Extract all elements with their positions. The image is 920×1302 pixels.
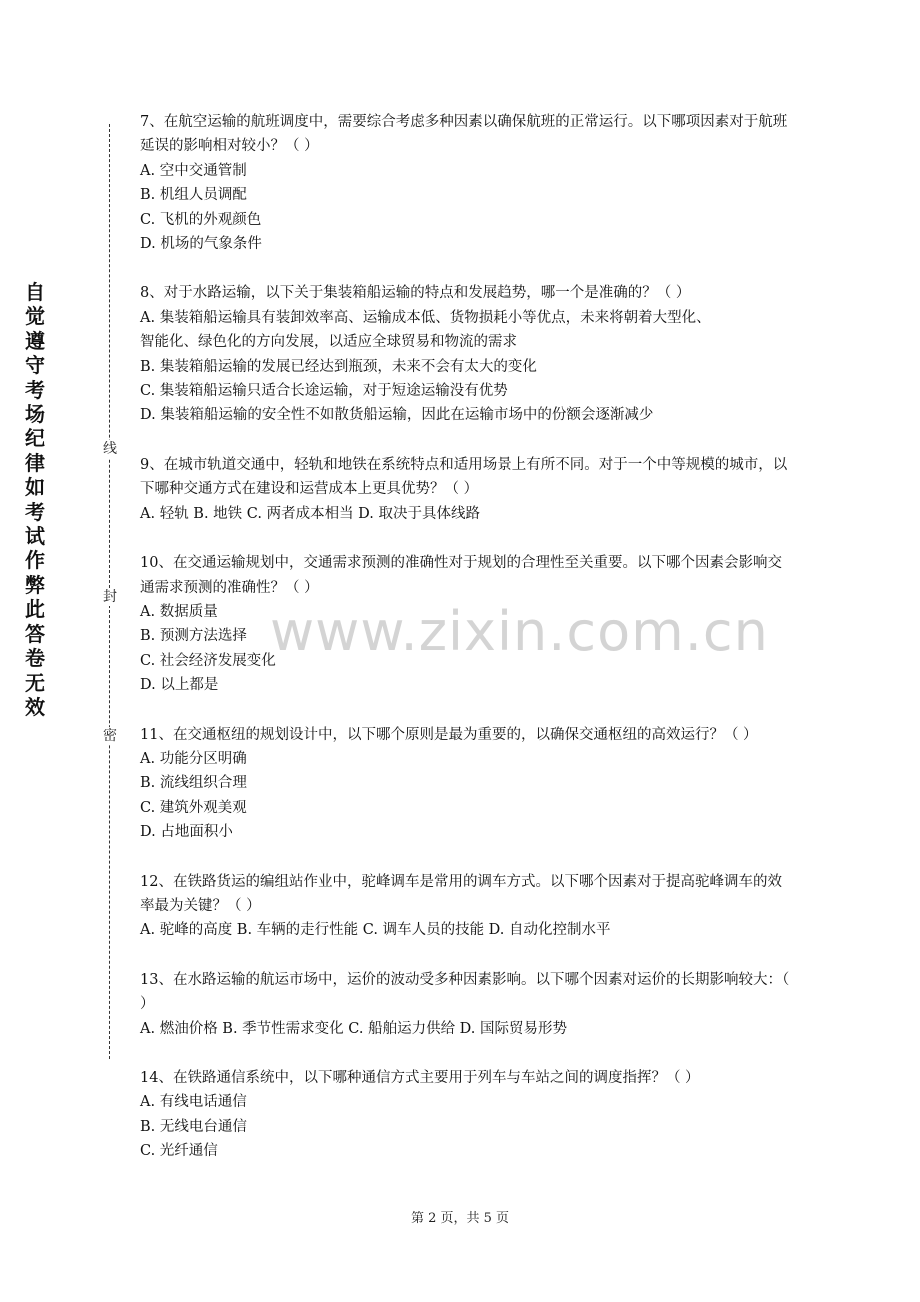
question-stem: 13、在水路运输的航运市场中，运价的波动受多种因素影响。以下哪个因素对运价的长期影响较大：（ ） <box>140 971 790 1013</box>
option-b: B. 机组人员调配 <box>140 187 247 204</box>
option-a: A. 集装箱船运输具有装卸效率高、运输成本低、货物损耗小等优点，未来将朝着大型化、 <box>140 309 711 326</box>
option-d: D. 以上都是 <box>140 677 219 694</box>
option-a: A. 空中交通管制 <box>140 162 247 179</box>
question-10 <box>140 551 790 697</box>
option-a: A. 有线电话通信 <box>140 1094 247 1111</box>
option-b: B. 集装箱船运输的发展已经达到瓶颈，未来不会有太大的变化 <box>140 358 537 375</box>
option-c: C. 光纤通信 <box>140 1143 218 1160</box>
page-number-footer: 第 2 页，共 5 页 <box>410 1211 510 1226</box>
question-13 <box>140 968 790 1041</box>
question-stem: 11、在交通枢纽的规划设计中，以下哪个原则是最为重要的，以确保交通枢纽的高效运行？（ ） <box>140 726 758 743</box>
option-a-continued: 智能化、绿色化的方向发展，以适应全球贸易和物流的需求 <box>140 334 517 351</box>
question-9 <box>140 453 790 526</box>
option-d: D. 集装箱船运输的安全性不如散货船运输，因此在运输市场中的份额会逐渐减少 <box>140 407 654 424</box>
binding-mark-seal: 封 <box>103 589 117 605</box>
option-d: D. 机场的气象条件 <box>140 236 262 253</box>
question-stem: 7、在航空运输的航班调度中，需要综合考虑多种因素以确保航班的正常运行。以下哪项因素对于航班延误的影响相对较小？（ ） <box>140 114 788 155</box>
question-11 <box>140 723 790 845</box>
question-14 <box>140 1066 790 1164</box>
option-a: A. 功能分区明确 <box>140 750 247 767</box>
option-d: D. 占地面积小 <box>140 824 233 841</box>
option-b: B. 无线电台通信 <box>140 1118 247 1135</box>
watermark: www.zixin.com.cn <box>270 600 769 663</box>
question-stem: 14、在铁路通信系统中，以下哪种通信方式主要用于列车与车站之间的调度指挥？（ ） <box>140 1070 700 1086</box>
option-a: A. 数据质量 <box>140 603 218 620</box>
exam-discipline-warning: 自觉遵守考场纪律如考试作弊此答卷无效 <box>25 280 45 719</box>
options-inline: A. 轻轨 B. 地铁 C. 两者成本相当 D. 取决于具体线路 <box>140 505 481 522</box>
question-8 <box>140 281 790 427</box>
binding-mark-line: 线 <box>103 441 117 457</box>
option-c: C. 社会经济发展变化 <box>140 652 276 669</box>
question-stem: 12、在铁路货运的编组站作业中，驼峰调车是常用的调车方式。以下哪个因素对于提高驼峰调车的效率最为关键？（ ） <box>140 873 782 914</box>
question-stem: 8、对于水路运输，以下关于集装箱船运输的特点和发展趋势，哪一个是准确的？（ ） <box>140 285 691 302</box>
option-c: C. 建筑外观美观 <box>140 799 247 816</box>
question-7 <box>140 110 790 256</box>
question-12 <box>140 870 790 943</box>
binding-mark-secret: 密 <box>103 728 117 744</box>
options-inline: A. 驼峰的高度 B. 车辆的走行性能 C. 调车人员的技能 D. 自动化控制水平 <box>140 922 611 939</box>
option-b: B. 流线组织合理 <box>140 775 247 792</box>
options-inline: A. 燃油价格 B. 季节性需求变化 C. 船舶运力供给 D. 国际贸易形势 <box>140 1020 568 1037</box>
option-c: C. 飞机的外观颜色 <box>140 211 262 228</box>
option-c: C. 集装箱船运输只适合长途运输，对于短途运输没有优势 <box>140 383 508 400</box>
question-stem: 9、在城市轨道交通中，轻轨和地铁在系统特点和适用场景上有所不同。对于一个中等规模的城市，以下哪种交通方式在建设和运营成本上更具优势？（ ） <box>140 456 788 498</box>
option-b: B. 预测方法选择 <box>140 628 247 645</box>
question-list <box>140 110 790 1189</box>
question-stem: 10、在交通运输规划中，交通需求预测的准确性对于规划的合理性至关重要。以下哪个因素会影响交通需求预测的准确性？（ ） <box>140 555 782 596</box>
